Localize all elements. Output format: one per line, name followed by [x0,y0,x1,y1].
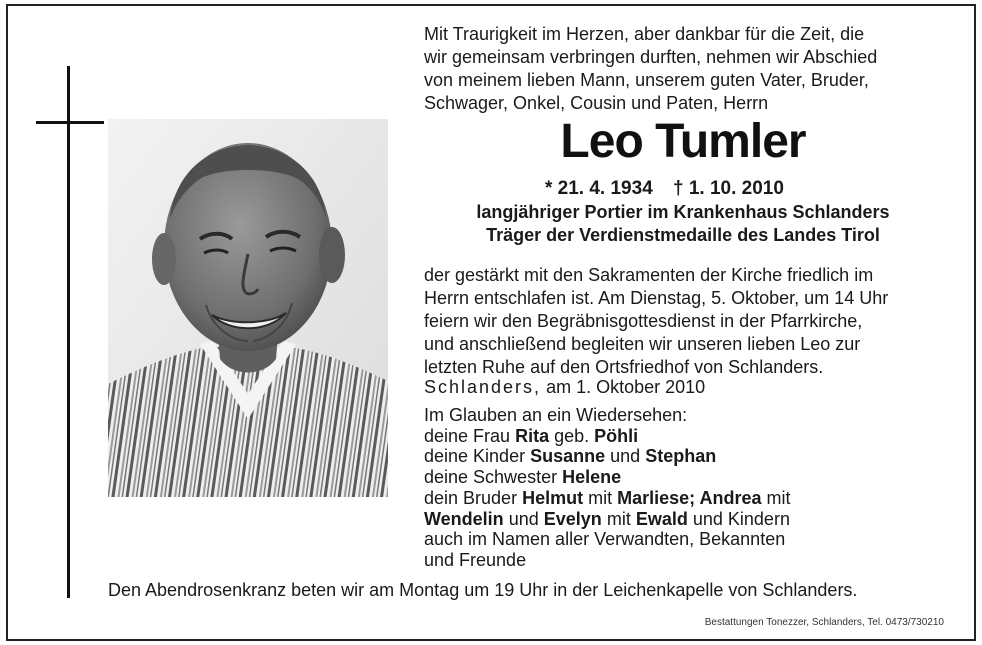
funeral-announcement [424,264,942,379]
body-line: und anschließend begleiten wir unseren lieben Leo zur [424,334,861,354]
mourner-text: mit [606,508,631,529]
mourner-name: Helene [562,467,622,488]
role-line: langjähriger Portier im Krankenhaus Schlanders [476,202,890,222]
mourner-name: Ewald [635,508,688,529]
intro-text [424,23,942,115]
mourner-text: deine Kinder [424,446,526,467]
mourner-text: deine Schwester [424,467,558,488]
intro-line: wir gemeinsam verbringen durften, nehmen wir Abschied [424,47,878,67]
mourner-text: und [508,508,539,529]
mourner-text: dein Bruder [424,487,518,508]
place-date-text: am 1. Oktober 2010 [546,377,706,397]
intro-line: Schwager, Onkel, Cousin und Paten, Herrn [424,93,769,113]
place-date [424,376,705,399]
role-line: Träger der Verdienstmedaille des Landes Tirol [486,225,880,245]
mourner-text: und [610,446,641,467]
mourners-heading: Im Glauben an ein Wiedersehen: [424,405,688,425]
mourner-name: Susanne [530,446,606,467]
body-line: Herrn entschlafen ist. Am Dienstag, 5. Oktober, um 14 Uhr [424,288,889,308]
death-date: † 1. 10. 2010 [673,178,784,199]
mourner-name: Helmut [522,487,584,508]
mourner-text: und Kindern [692,508,790,529]
mourner-name: Evelyn [543,508,602,529]
mourner-line-extended [424,509,854,530]
mourner-line-sister [424,467,854,488]
mourner-line-friends: und Freunde [424,549,527,570]
cross-icon-bar [36,121,104,124]
mourner-line-wife [424,426,854,447]
mourner-name: Marliese; Andrea [617,487,762,508]
mourner-line-relatives: auch im Namen aller Verwandten, Bekannten [424,529,786,550]
deceased-roles [424,201,942,247]
undertaker-credit: Bestattungen Tonezzer, Schlanders, Tel. 0473/730210 [704,617,944,628]
mourners-list [424,405,854,571]
mourner-text: mit [588,487,613,508]
mourner-text: mit [766,487,791,508]
portrait-photo [108,119,388,497]
life-dates [545,177,784,201]
cross-icon [67,66,70,598]
mourner-line-children [424,446,854,467]
intro-line: Mit Traurigkeit im Herzen, aber dankbar für die Zeit, die [424,24,865,44]
rosary-notice: Den Abendrosenkranz beten wir am Montag um 19 Uhr in der Leichenkapelle von Schlanders. [108,580,858,600]
body-line: der gestärkt mit den Sakramenten der Kirche friedlich im [424,265,874,285]
mourner-text: deine Frau [424,425,511,446]
mourner-text: geb. [554,425,590,446]
mourner-line-brother [424,488,854,509]
mourner-name: Pöhli [594,425,639,446]
mourner-name: Stephan [645,446,717,467]
body-line: letzten Ruhe auf den Ortsfriedhof von Schlanders. [424,357,824,377]
intro-line: von meinem lieben Mann, unserem guten Vater, Bruder, [424,70,869,90]
place-town: Schlanders, [424,377,542,397]
body-line: feiern wir den Begräbnisgottesdienst in der Pfarrkirche, [424,311,863,331]
mourner-name: Rita [515,425,550,446]
mourner-name: Wendelin [424,508,504,529]
birth-date: * 21. 4. 1934 [545,178,653,199]
deceased-name: Leo Tumler [560,115,806,168]
